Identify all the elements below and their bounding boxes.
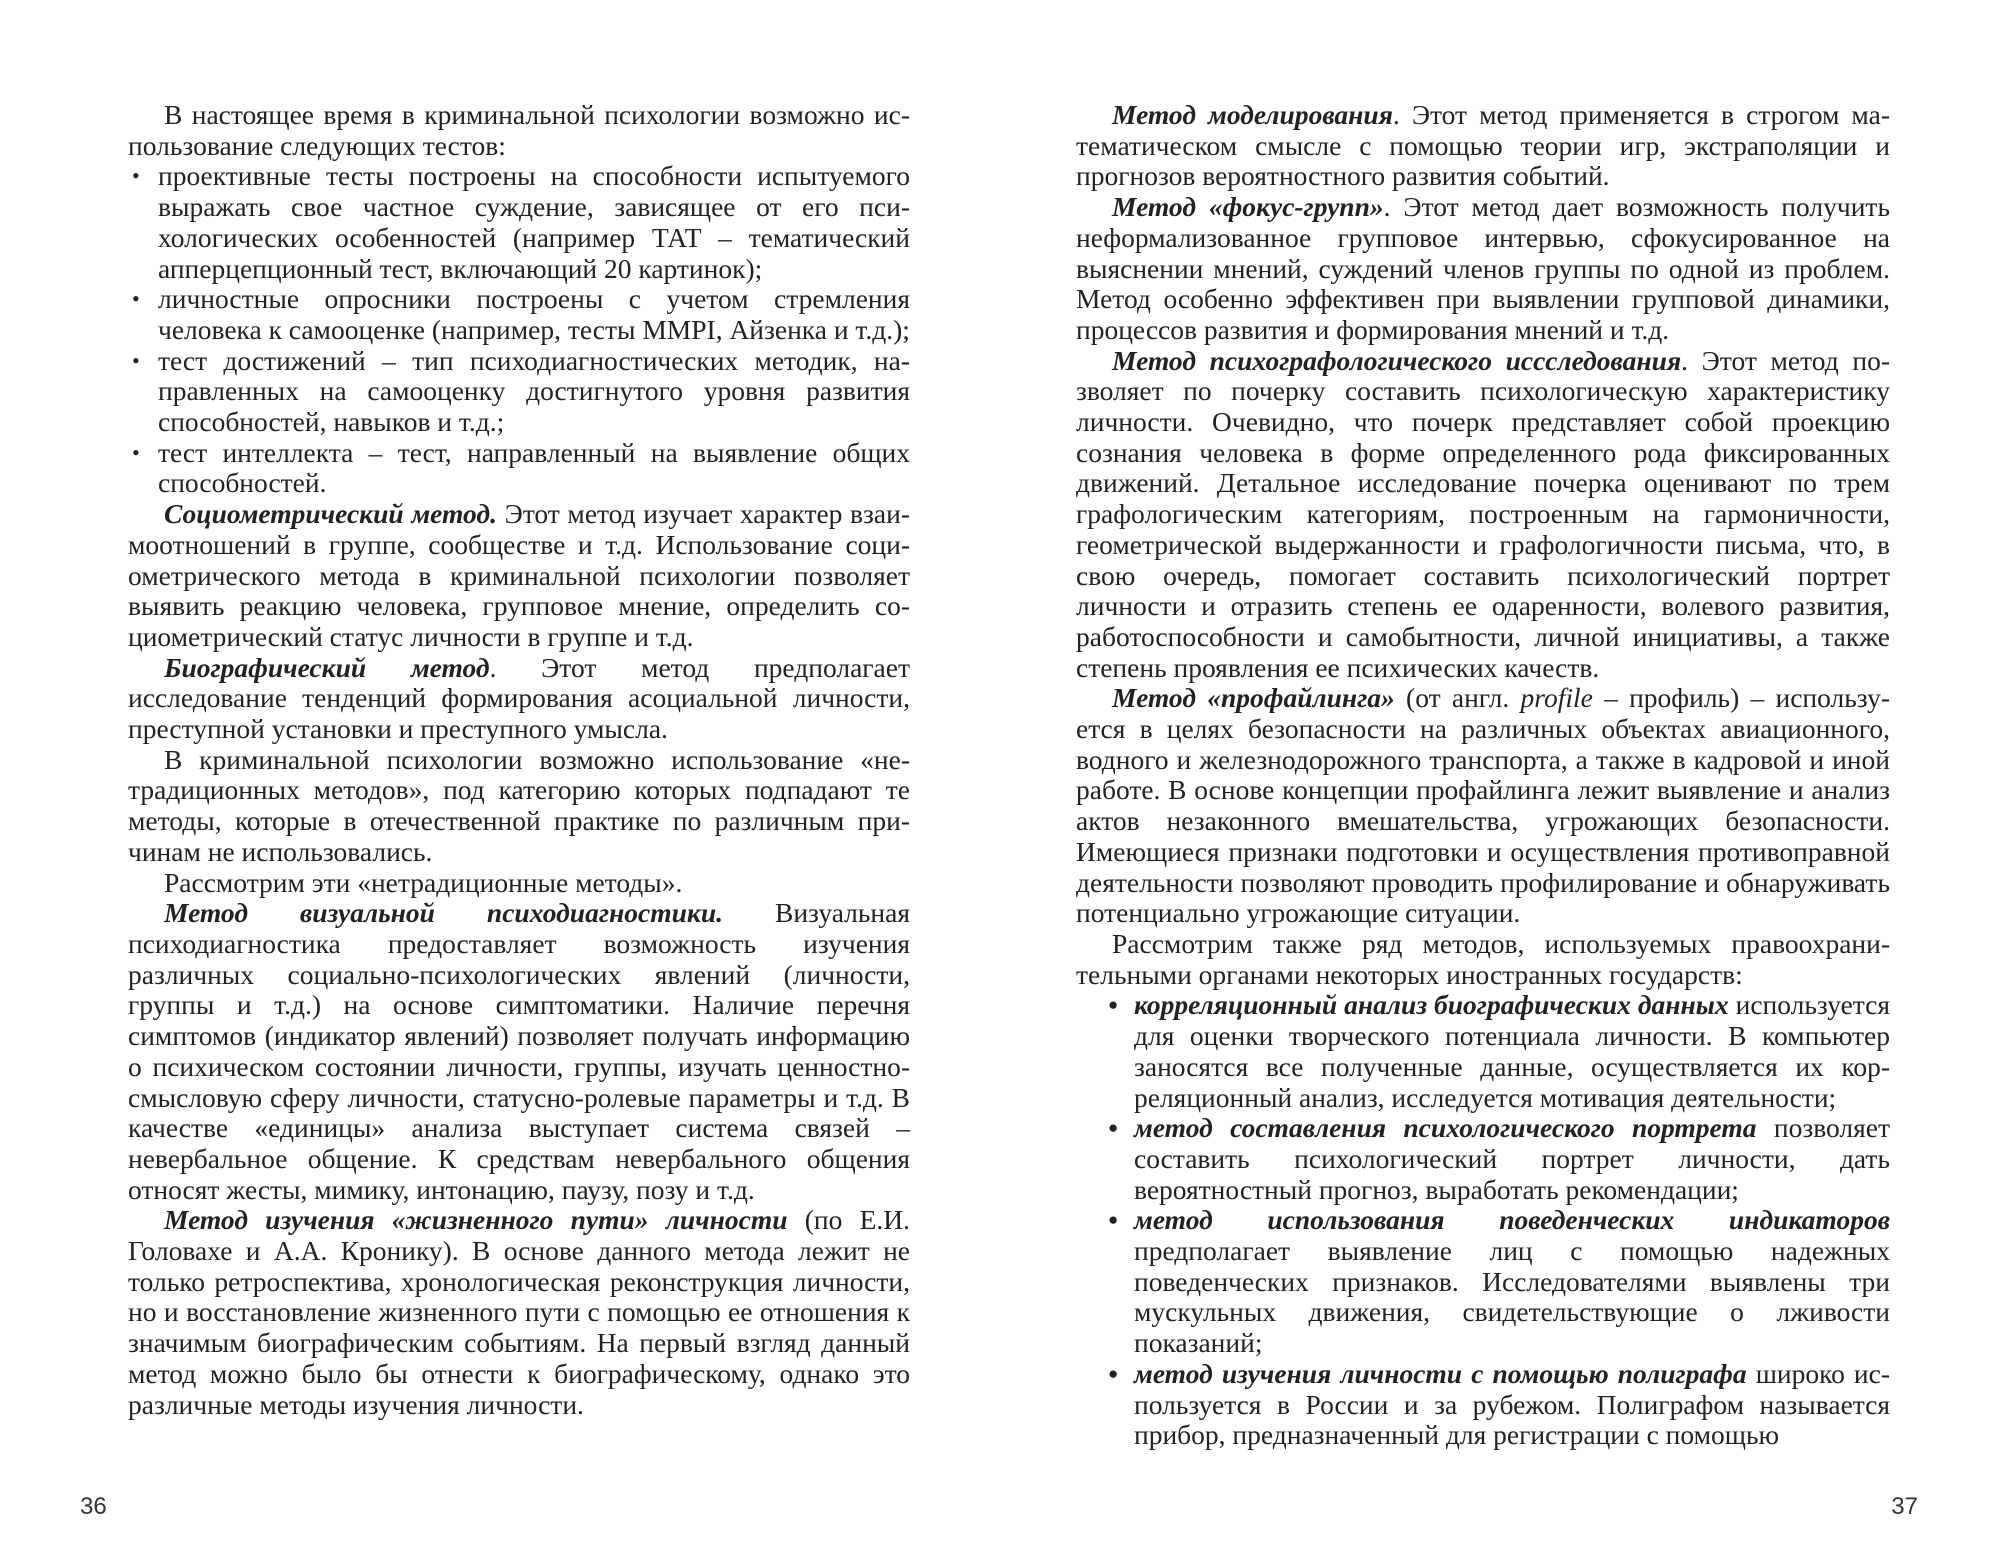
tests-list bbox=[128, 161, 910, 499]
focus-group-text: . Этот метод дает возможность получить неформализованное групповое интервью, сфокусированное на выяснении мнений, суждений членов группы по одной из проблем. Метод особенно эффективен при выявлении групповой динамики, процессов развития и формирования мнений и т.д. bbox=[1076, 191, 1890, 345]
life-path-text: (по Е.И. Головахе и А.А. Кронику). В основе данного метода лежит не только ретроспектива, хронологическая реконструкция личности, но и восстановление жизненного пути с помощью ее отношения к значимым биографическим событиям. На первый взгляд данный метод можно было бы отнести к биографическому, однако это различные методы изучения личности. bbox=[128, 1204, 910, 1420]
list-item: • тест достижений – тип психодиагностических методик, направленных на самооценку достигнутого уровня развития способностей, навыков и т.д.; bbox=[128, 346, 910, 438]
graphology-text: . Этот метод позволяет по почерку составить психологическую характеристику личности. Очевидно, что почерк представляет собой проекцию сознания человека в форме определенного рода фиксированных движений. Детальное исследование почерка оценивают по трем графологическим категориям, построенным на гармоничности, геометрической выдержанности и графологичности письма, что, в свою очередь, помогает составить психологический портрет личности и отразить степень ее одаренности, волевого развития, работоспособности и самобытности, личной инициативы, а также степень проявления ее психических качеств. bbox=[1076, 344, 1890, 683]
method-text: позволяет составить психологический портрет личности, дать вероятностный прогноз, выработать рекомендации; bbox=[1134, 1112, 1890, 1205]
list-item: • проективные тесты построены на способности испытуемого выражать свое частное суждение, зависящее от его психологических особенностей (например ТАТ – тематический апперцепционный тест, включающий 20 картинок); bbox=[128, 161, 910, 284]
page-number-left: 36 bbox=[80, 1493, 107, 1520]
biographic-paragraph bbox=[128, 653, 910, 745]
modeling-heading: Метод моделирования bbox=[1112, 99, 1393, 130]
right-page bbox=[1000, 0, 2000, 1566]
visual-diagnostics-heading: Метод визуальной психодиагностики. bbox=[164, 897, 724, 929]
method-heading: корреляционный анализ биографических данных bbox=[1134, 989, 1729, 1021]
tests-intro-paragraph: В настоящее время в криминальной психологии возможно использование следующих тестов: bbox=[128, 99, 910, 161]
list-item: • тест интеллекта – тест, направленный на выявление общих способностей. bbox=[128, 438, 910, 499]
consider-paragraph: Рассмотрим эти «нетрадиционные методы». bbox=[164, 866, 683, 898]
focus-group-paragraph bbox=[1076, 192, 1890, 346]
biographic-text: . Этот метод предполагает исследование тенденций формирования асоциальной личности, преступной установки и преступного умысла. bbox=[128, 651, 910, 745]
visual-diagnostics-text: Визуальная психодиагностика предоставляет возможность изучения различных социально-психологических явлений (личности, группы и т.д.) на основе симптоматики. Наличие перечня симптомов (индикатор явлений) позволяет получать информацию о психическом состоянии личности, группы, изучать ценностно-смысловую сферу личности, статусно-ролевые параметры и т.д. В качестве «единицы» анализа выступает система связей – невербальное общение. К средствам невербального общения относят жесты, мимику, интонацию, паузу, позу и т.д. bbox=[128, 897, 910, 1205]
sociometric-heading: Социометрический метод. bbox=[164, 498, 497, 530]
profiling-heading: Метод «профайлинга» bbox=[1112, 682, 1395, 714]
sociometric-text: Этот метод изучает характер взаимоотношений в группе, сообществе и т.д. Использование социометрического метода в криминальной психологии позволяет выявить реакцию человека, групповое мнение, определить социометрический статус личности в группе и т.д. bbox=[128, 498, 910, 652]
modeling-text: . Этот метод применяется в строгом математическом смысле с помощью теории игр, экстраполяции и прогнозов вероятностного развития событий. bbox=[1076, 99, 1891, 192]
graphology-heading: Метод психографологического иссследования bbox=[1112, 344, 1682, 376]
method-text: широко используется в России и за рубежом. Полиграфом называется прибор, предназначенный для регистрации с помощью bbox=[1134, 1357, 1891, 1451]
graphology-paragraph bbox=[1076, 346, 1890, 684]
modeling-paragraph bbox=[1076, 100, 1890, 192]
list-item bbox=[1076, 990, 1890, 1113]
list-item bbox=[1076, 1113, 1890, 1205]
profiling-text-1: (от англ. bbox=[1394, 682, 1521, 714]
profiling-paragraph bbox=[1076, 683, 1890, 929]
page-number-right: 37 bbox=[1891, 1493, 1918, 1520]
life-path-heading: Метод изучения «жизненного пути» личности bbox=[164, 1204, 788, 1236]
focus-group-heading: Метод «фокус-групп» bbox=[1112, 191, 1384, 223]
method-text: предполагает выявление лиц с помощью надежных поведенческих признаков. Исследователями выявлены три мускульных движения, свидетельствующие о лживости показаний; bbox=[1134, 1235, 1890, 1359]
foreign-methods-list bbox=[1076, 990, 1890, 1451]
sociometric-paragraph bbox=[128, 499, 910, 653]
nontraditional-paragraph: В криминальной психологии возможно использование «нетрадиционных методов», под категорию которых подпадают те методы, которые в отечественной практике по различным причинам не использовались. bbox=[128, 743, 910, 867]
list-item: • личностные опросники построены с учетом стремления человека к самооценке (например, тесты MMPI, Айзенка и т.д.); bbox=[128, 284, 910, 345]
life-path-paragraph bbox=[128, 1205, 910, 1420]
method-heading: метод составления психологического портрета bbox=[1134, 1112, 1757, 1144]
method-text: используется для оценки творческого потенциала личности. В компьютер заносятся все полученные данные, осуществляется их корреляционный анализ, исследуется мотивация деятельности; bbox=[1134, 989, 1890, 1113]
list-item bbox=[1076, 1205, 1890, 1359]
profiling-english-word: profile bbox=[1520, 682, 1593, 714]
method-heading: метод изучения личности с помощью полиграфа bbox=[1134, 1357, 1747, 1389]
profiling-text-2: – профиль) – используется в целях безопасности на различных объектах авиационного, водного и железнодорожного транспорта, а также в кадровой и иной работе. В основе концепции профайлинга лежит выявление и анализ актов незаконного вмешательства, угрожающих безопасности. Имеющиеся признаки подготовки и осуществления противоправной деятельности позволяют проводить профилирование и обнаруживать потенциально угрожающие ситуации. bbox=[1076, 682, 1891, 929]
biographic-heading: Биографический метод bbox=[164, 651, 490, 683]
visual-diagnostics-paragraph bbox=[128, 898, 910, 1205]
method-heading: метод использования поведенческих индикаторов bbox=[1134, 1204, 1890, 1236]
foreign-methods-intro: Рассмотрим также ряд методов, используемых правоохранительными органами некоторых иностранных государств: bbox=[1076, 927, 1890, 990]
list-item bbox=[1076, 1359, 1890, 1451]
